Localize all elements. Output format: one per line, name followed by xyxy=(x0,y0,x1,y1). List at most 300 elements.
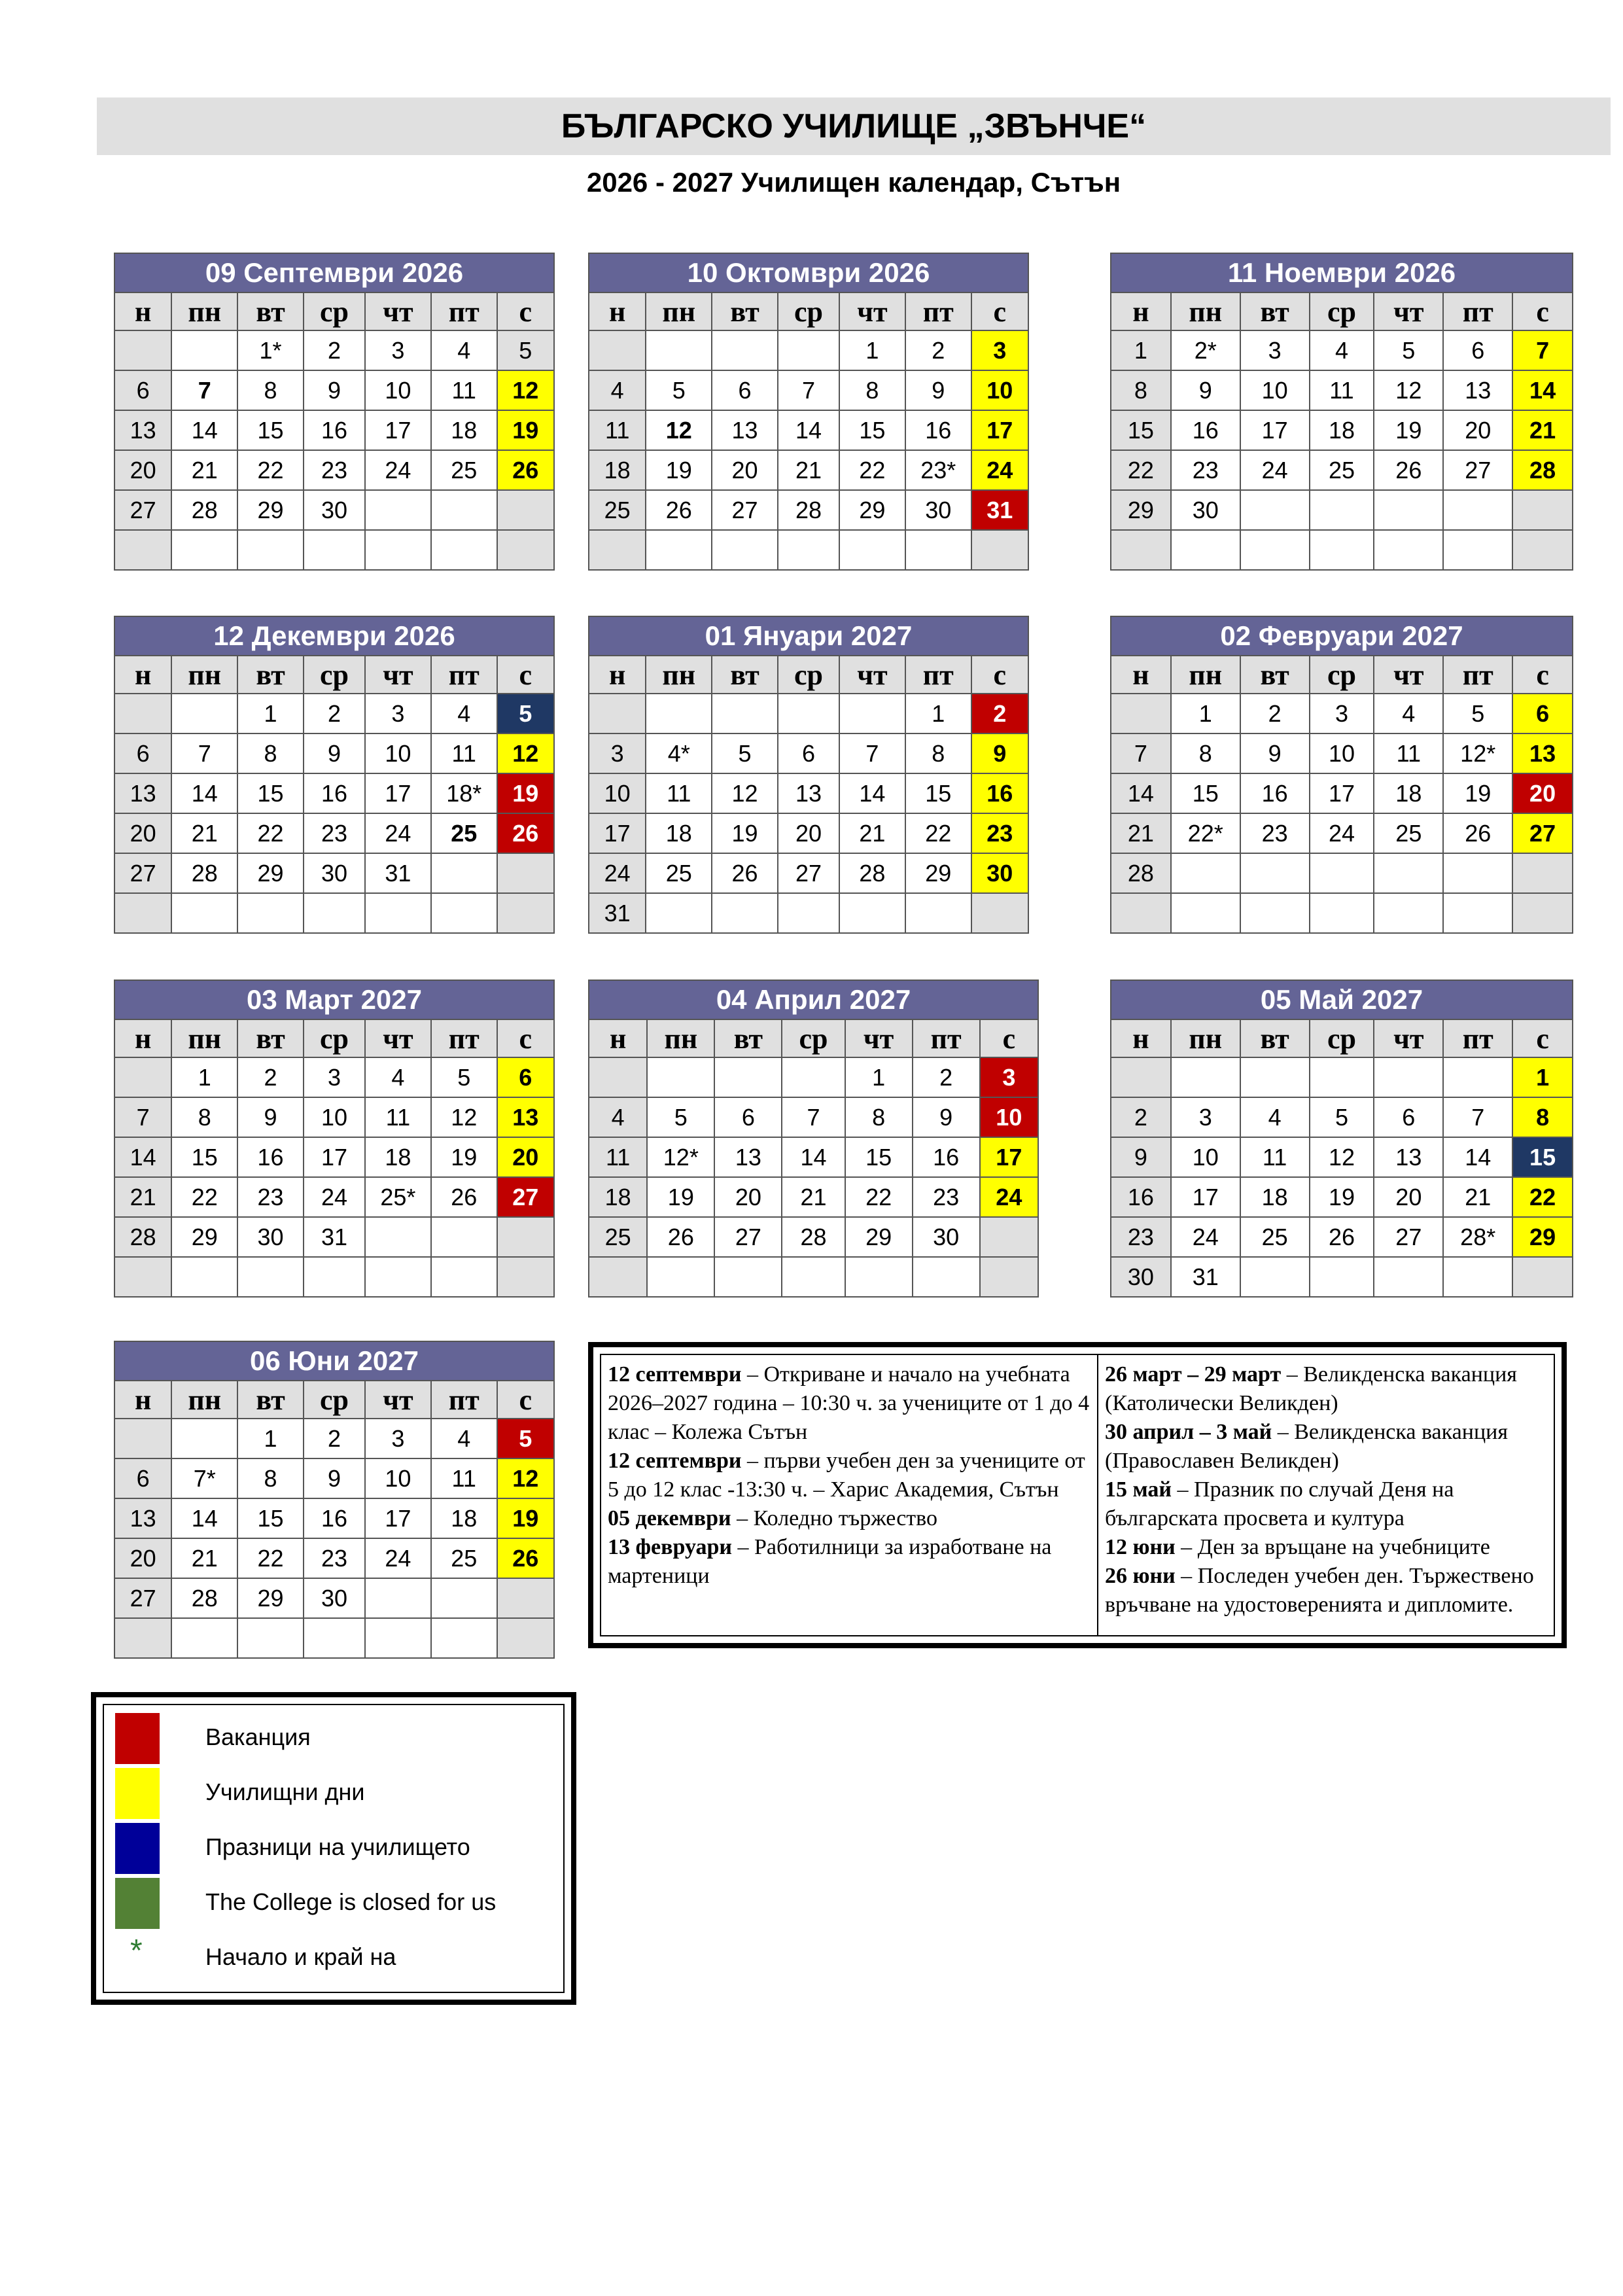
day-cell: 14 xyxy=(114,1137,171,1177)
week-row xyxy=(1111,893,1573,933)
legend-item xyxy=(104,1818,563,1873)
legend-label: Ваканция xyxy=(205,1723,311,1750)
day-cell: 25 xyxy=(1374,813,1443,853)
week-row xyxy=(589,530,1028,570)
week-row xyxy=(114,1578,554,1618)
event-text: – Празник по случай Деня на българската просвета и култура xyxy=(1105,1477,1454,1530)
day-cell: 14 xyxy=(782,1137,845,1177)
day-cell xyxy=(647,1257,714,1297)
week-row xyxy=(114,1137,554,1177)
day-cell xyxy=(646,330,712,370)
day-cell: 6 xyxy=(778,733,839,773)
day-cell: 15 xyxy=(845,1137,913,1177)
day-cell: 6 xyxy=(1374,1097,1443,1137)
day-cell: 27 xyxy=(778,853,839,893)
day-cell xyxy=(712,330,778,370)
weekday-header: ср xyxy=(1310,1019,1374,1057)
day-cell xyxy=(1171,853,1240,893)
day-cell xyxy=(714,1057,782,1097)
day-cell xyxy=(237,1257,304,1297)
day-cell xyxy=(1512,490,1573,530)
day-cell xyxy=(114,1057,171,1097)
day-cell xyxy=(171,1618,237,1658)
day-cell xyxy=(114,1618,171,1658)
day-cell xyxy=(589,1257,647,1297)
day-cell: 10 xyxy=(1171,1137,1240,1177)
day-cell: 7 xyxy=(782,1097,845,1137)
weekday-header: ср xyxy=(304,1019,365,1057)
day-cell xyxy=(171,530,237,570)
day-cell: 17 xyxy=(365,410,431,450)
weekday-header: пн xyxy=(171,1381,237,1419)
day-cell: 16 xyxy=(304,773,365,813)
day-cell: 30 xyxy=(237,1217,304,1257)
day-cell: 20 xyxy=(712,450,778,490)
day-cell: 5 xyxy=(646,370,712,410)
day-cell: 3 xyxy=(980,1057,1038,1097)
day-cell xyxy=(589,330,646,370)
day-cell: 5 xyxy=(1310,1097,1374,1137)
day-cell xyxy=(171,893,237,933)
events-notes-inner xyxy=(600,1354,1555,1636)
day-cell xyxy=(497,490,554,530)
day-cell: 26 xyxy=(497,813,554,853)
day-cell: 20 xyxy=(778,813,839,853)
day-cell: 18* xyxy=(431,773,497,813)
day-cell xyxy=(845,1257,913,1297)
day-cell: 10 xyxy=(304,1097,365,1137)
day-cell: 9 xyxy=(971,733,1028,773)
day-cell xyxy=(589,1057,647,1097)
day-cell: 18 xyxy=(431,410,497,450)
day-cell xyxy=(1512,530,1573,570)
page-subtitle: 2026 - 2027 Училищен календар, Сътън xyxy=(586,167,1121,198)
day-cell: 24 xyxy=(1240,450,1310,490)
day-cell: 24 xyxy=(589,853,646,893)
day-cell: 26 xyxy=(712,853,778,893)
day-cell xyxy=(778,694,839,733)
day-cell: 26 xyxy=(647,1217,714,1257)
day-cell: 1 xyxy=(1111,330,1171,370)
day-cell xyxy=(304,530,365,570)
day-cell: 27 xyxy=(1512,813,1573,853)
day-cell: 14 xyxy=(778,410,839,450)
month-title: 09 Септември 2026 xyxy=(114,253,554,292)
day-cell: 10 xyxy=(1240,370,1310,410)
day-cell: 19 xyxy=(647,1177,714,1217)
day-cell: 27 xyxy=(114,490,171,530)
day-cell: 6 xyxy=(114,1458,171,1498)
day-cell: 25* xyxy=(365,1177,431,1217)
day-cell: 23 xyxy=(304,450,365,490)
day-cell: 29 xyxy=(905,853,971,893)
day-cell: 5 xyxy=(497,694,554,733)
week-row xyxy=(114,1538,554,1578)
week-row xyxy=(589,450,1028,490)
day-cell xyxy=(646,893,712,933)
day-cell: 22 xyxy=(839,450,905,490)
day-cell: 18 xyxy=(1374,773,1443,813)
day-cell: 16 xyxy=(1171,410,1240,450)
day-cell: 22 xyxy=(237,450,304,490)
weekday-header: пн xyxy=(646,656,712,694)
day-cell xyxy=(1240,893,1310,933)
week-row xyxy=(114,733,554,773)
month-title: 01 Януари 2027 xyxy=(589,616,1028,656)
day-cell: 14 xyxy=(839,773,905,813)
day-cell: 9 xyxy=(304,1458,365,1498)
day-cell: 24 xyxy=(365,1538,431,1578)
month-calendar xyxy=(114,1341,555,1659)
day-cell: 20 xyxy=(114,450,171,490)
day-cell: 3 xyxy=(365,330,431,370)
day-cell: 4 xyxy=(589,370,646,410)
day-cell: 30 xyxy=(304,490,365,530)
day-cell: 15 xyxy=(1512,1137,1573,1177)
day-cell: 11 xyxy=(1240,1137,1310,1177)
day-cell: 2 xyxy=(304,694,365,733)
week-row xyxy=(589,1217,1038,1257)
week-row xyxy=(114,1498,554,1538)
day-cell: 4* xyxy=(646,733,712,773)
day-cell xyxy=(839,694,905,733)
week-row xyxy=(1111,1097,1573,1137)
day-cell: 26 xyxy=(497,1538,554,1578)
day-cell: 12* xyxy=(647,1137,714,1177)
day-cell: 24 xyxy=(365,450,431,490)
day-cell xyxy=(1374,1257,1443,1297)
day-cell: 20 xyxy=(497,1137,554,1177)
day-cell: 2 xyxy=(1240,694,1310,733)
week-row xyxy=(1111,330,1573,370)
day-cell: 13 xyxy=(114,1498,171,1538)
day-cell: 25 xyxy=(431,450,497,490)
weekday-header: с xyxy=(497,1381,554,1419)
day-cell: 29 xyxy=(839,490,905,530)
day-cell xyxy=(839,893,905,933)
weekday-header: пт xyxy=(431,656,497,694)
day-cell: 26 xyxy=(431,1177,497,1217)
weekday-header: н xyxy=(1111,292,1171,330)
day-cell: 11 xyxy=(365,1097,431,1137)
weekday-header: вт xyxy=(712,656,778,694)
day-cell: 3 xyxy=(365,694,431,733)
day-cell: 15 xyxy=(237,773,304,813)
weekday-header: вт xyxy=(1240,656,1310,694)
day-cell xyxy=(431,1257,497,1297)
day-cell: 25 xyxy=(589,490,646,530)
month-calendar xyxy=(114,980,555,1298)
day-cell: 3 xyxy=(1240,330,1310,370)
day-cell: 9 xyxy=(1240,733,1310,773)
event-note xyxy=(1105,1562,1547,1619)
day-cell xyxy=(1111,893,1171,933)
day-cell: 27 xyxy=(1374,1217,1443,1257)
event-note xyxy=(608,1504,1091,1533)
day-cell xyxy=(1374,893,1443,933)
event-note xyxy=(1105,1533,1547,1562)
event-date: 13 февруари xyxy=(608,1535,732,1559)
day-cell: 25 xyxy=(589,1217,647,1257)
day-cell: 6 xyxy=(114,733,171,773)
weekday-header: ср xyxy=(778,292,839,330)
day-cell xyxy=(778,330,839,370)
day-cell: 18 xyxy=(589,1177,647,1217)
day-cell: 4 xyxy=(1310,330,1374,370)
day-cell: 26 xyxy=(497,450,554,490)
day-cell: 26 xyxy=(1374,450,1443,490)
day-cell: 1 xyxy=(171,1057,237,1097)
day-cell: 1 xyxy=(845,1057,913,1097)
event-text: – Великденска ваканция (Католически Великден) xyxy=(1105,1362,1517,1415)
event-date: 12 юни xyxy=(1105,1535,1176,1559)
day-cell: 16 xyxy=(913,1137,980,1177)
day-cell xyxy=(1443,1057,1512,1097)
day-cell xyxy=(171,330,237,370)
week-row xyxy=(114,330,554,370)
day-cell: 13 xyxy=(1374,1137,1443,1177)
day-cell: 11 xyxy=(431,1458,497,1498)
day-cell: 13 xyxy=(714,1137,782,1177)
day-cell xyxy=(839,530,905,570)
weekday-header: н xyxy=(589,1019,647,1057)
day-cell: 3 xyxy=(1171,1097,1240,1137)
day-cell: 13 xyxy=(114,410,171,450)
day-cell xyxy=(1443,530,1512,570)
day-cell: 19 xyxy=(497,773,554,813)
day-cell xyxy=(980,1257,1038,1297)
weekday-header: чт xyxy=(839,656,905,694)
day-cell: 25 xyxy=(1310,450,1374,490)
week-row xyxy=(114,1177,554,1217)
weekday-header: пн xyxy=(1171,1019,1240,1057)
week-row xyxy=(114,1057,554,1097)
day-cell: 21 xyxy=(171,1538,237,1578)
day-cell: 10 xyxy=(365,1458,431,1498)
week-row xyxy=(114,370,554,410)
day-cell: 8 xyxy=(1111,370,1171,410)
day-cell xyxy=(646,694,712,733)
day-cell: 13 xyxy=(497,1097,554,1137)
weekday-header: с xyxy=(980,1019,1038,1057)
week-row xyxy=(589,853,1028,893)
day-cell xyxy=(114,1419,171,1458)
day-cell: 12 xyxy=(497,733,554,773)
day-cell: 9 xyxy=(905,370,971,410)
day-cell xyxy=(431,530,497,570)
event-note xyxy=(608,1360,1091,1447)
day-cell: 11 xyxy=(1310,370,1374,410)
weekday-header: пн xyxy=(1171,292,1240,330)
week-row xyxy=(1111,1137,1573,1177)
day-cell: 11 xyxy=(431,370,497,410)
legend-label: The College is closed for us xyxy=(205,1888,497,1915)
weekday-header: ср xyxy=(304,292,365,330)
day-cell: 14 xyxy=(171,410,237,450)
week-row xyxy=(1111,1177,1573,1217)
day-cell: 3 xyxy=(304,1057,365,1097)
page-title: БЪЛГАРСКО УЧИЛИЩЕ „ЗВЪНЧЕ“ xyxy=(561,107,1147,145)
day-cell: 10 xyxy=(365,733,431,773)
day-cell: 14 xyxy=(1443,1137,1512,1177)
day-cell: 6 xyxy=(114,370,171,410)
month-calendar xyxy=(114,253,555,571)
day-cell: 12 xyxy=(1374,370,1443,410)
events-notes-box xyxy=(588,1342,1567,1648)
day-cell: 1 xyxy=(1512,1057,1573,1097)
day-cell: 9 xyxy=(1171,370,1240,410)
day-cell: 30 xyxy=(905,490,971,530)
week-row xyxy=(589,370,1028,410)
day-cell: 28 xyxy=(171,853,237,893)
day-cell: 19 xyxy=(1374,410,1443,450)
week-row xyxy=(1111,530,1573,570)
day-cell: 16 xyxy=(905,410,971,450)
weekday-header: н xyxy=(114,292,171,330)
weekday-header: с xyxy=(497,656,554,694)
week-row xyxy=(589,694,1028,733)
day-cell: 30 xyxy=(1171,490,1240,530)
day-cell: 18 xyxy=(589,450,646,490)
week-row xyxy=(114,1419,554,1458)
day-cell xyxy=(1443,893,1512,933)
day-cell: 22 xyxy=(171,1177,237,1217)
day-cell: 21 xyxy=(778,450,839,490)
day-cell: 18 xyxy=(1310,410,1374,450)
day-cell: 17 xyxy=(589,813,646,853)
day-cell: 28 xyxy=(171,490,237,530)
day-cell: 1 xyxy=(905,694,971,733)
weekday-header: пт xyxy=(1443,1019,1512,1057)
day-cell: 9 xyxy=(304,370,365,410)
day-cell: 13 xyxy=(1512,733,1573,773)
day-cell xyxy=(114,530,171,570)
day-cell xyxy=(114,694,171,733)
day-cell: 16 xyxy=(237,1137,304,1177)
day-cell: 24 xyxy=(304,1177,365,1217)
day-cell: 15 xyxy=(171,1137,237,1177)
day-cell: 12 xyxy=(712,773,778,813)
legend-label: Начало и край на xyxy=(205,1943,396,1970)
week-row xyxy=(114,1217,554,1257)
day-cell: 1* xyxy=(237,330,304,370)
day-cell xyxy=(778,530,839,570)
weekday-header: н xyxy=(114,1381,171,1419)
legend-item xyxy=(104,1928,563,1983)
day-cell: 1 xyxy=(1171,694,1240,733)
weekday-header: пт xyxy=(905,292,971,330)
day-cell: 21 xyxy=(114,1177,171,1217)
day-cell xyxy=(778,893,839,933)
day-cell: 2* xyxy=(1171,330,1240,370)
day-cell xyxy=(114,893,171,933)
weekday-header: вт xyxy=(237,1019,304,1057)
day-cell xyxy=(1374,853,1443,893)
month-title: 10 Октомври 2026 xyxy=(589,253,1028,292)
week-row xyxy=(1111,853,1573,893)
weekday-header: пт xyxy=(431,1381,497,1419)
day-cell: 28 xyxy=(114,1217,171,1257)
month-title: 12 Декември 2026 xyxy=(114,616,554,656)
event-note xyxy=(1105,1360,1547,1418)
week-row xyxy=(114,530,554,570)
day-cell xyxy=(114,330,171,370)
day-cell xyxy=(646,530,712,570)
day-cell xyxy=(497,1618,554,1658)
week-row xyxy=(1111,1257,1573,1297)
day-cell: 4 xyxy=(431,330,497,370)
weekday-header: вт xyxy=(237,656,304,694)
day-cell: 24 xyxy=(1310,813,1374,853)
events-notes-left xyxy=(601,1355,1098,1635)
weekday-header: н xyxy=(1111,1019,1171,1057)
day-cell: 30 xyxy=(304,853,365,893)
day-cell: 18 xyxy=(431,1498,497,1538)
day-cell: 24 xyxy=(980,1177,1038,1217)
week-row xyxy=(1111,773,1573,813)
week-row xyxy=(1111,450,1573,490)
weekday-header: пт xyxy=(913,1019,980,1057)
day-cell: 19 xyxy=(646,450,712,490)
day-cell: 28 xyxy=(1512,450,1573,490)
day-cell: 13 xyxy=(712,410,778,450)
day-cell: 8 xyxy=(845,1097,913,1137)
day-cell xyxy=(980,1217,1038,1257)
day-cell: 26 xyxy=(646,490,712,530)
day-cell xyxy=(365,893,431,933)
weekday-header: чт xyxy=(365,656,431,694)
day-cell: 17 xyxy=(1171,1177,1240,1217)
week-row xyxy=(1111,733,1573,773)
day-cell: 7 xyxy=(839,733,905,773)
event-date: 30 април – 3 май xyxy=(1105,1420,1272,1444)
weekday-header: вт xyxy=(1240,1019,1310,1057)
day-cell: 21 xyxy=(171,813,237,853)
weekday-header: с xyxy=(1512,292,1573,330)
weekday-header: вт xyxy=(1240,292,1310,330)
day-cell: 23 xyxy=(913,1177,980,1217)
week-row xyxy=(1111,694,1573,733)
weekday-header: с xyxy=(1512,656,1573,694)
month-calendar xyxy=(588,616,1029,934)
day-cell: 18 xyxy=(365,1137,431,1177)
day-cell xyxy=(1512,1257,1573,1297)
day-cell: 30 xyxy=(1111,1257,1171,1297)
day-cell: 20 xyxy=(1512,773,1573,813)
week-row xyxy=(114,853,554,893)
day-cell: 24 xyxy=(971,450,1028,490)
event-note xyxy=(1105,1418,1547,1475)
week-row xyxy=(114,773,554,813)
month-title: 05 Май 2027 xyxy=(1111,980,1573,1019)
day-cell xyxy=(304,893,365,933)
day-cell xyxy=(365,1618,431,1658)
day-cell xyxy=(905,893,971,933)
day-cell: 13 xyxy=(1443,370,1512,410)
day-cell xyxy=(1374,1057,1443,1097)
day-cell: 3 xyxy=(365,1419,431,1458)
day-cell: 8 xyxy=(1512,1097,1573,1137)
day-cell: 19 xyxy=(497,1498,554,1538)
day-cell xyxy=(365,1257,431,1297)
week-row xyxy=(589,773,1028,813)
day-cell: 15 xyxy=(1111,410,1171,450)
day-cell: 2 xyxy=(304,1419,365,1458)
day-cell: 28 xyxy=(171,1578,237,1618)
weekday-header: чт xyxy=(1374,656,1443,694)
day-cell: 9 xyxy=(1111,1137,1171,1177)
day-cell: 31 xyxy=(304,1217,365,1257)
